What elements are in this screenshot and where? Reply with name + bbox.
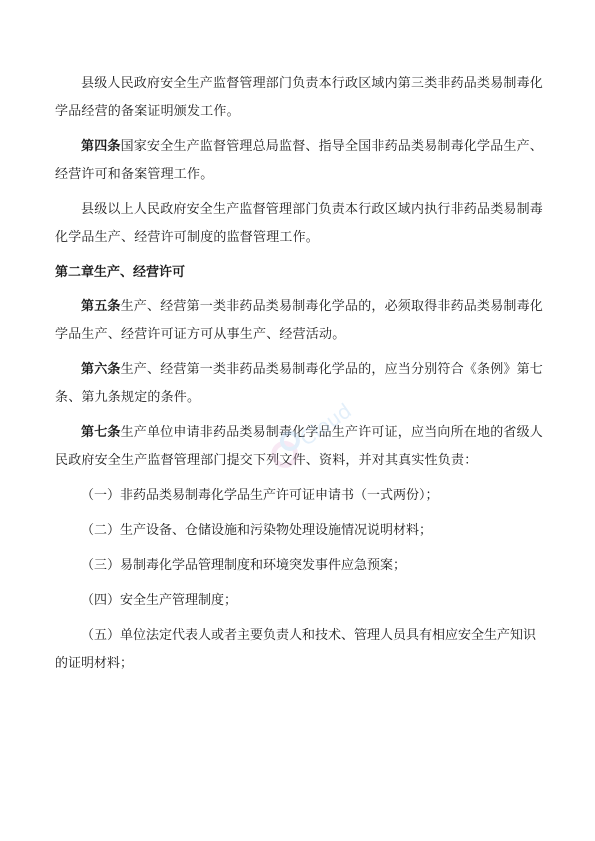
article-text: 生产、经营第一类非药品类易制毒化学品的，应当分别符合《条例》第七条、第九条规定的条件。 — [55, 362, 544, 405]
article-paragraph — [55, 356, 543, 412]
list-item: （五）单位法定代表人或者主要负责人和技术、管理人员具有相应安全生产知识的证明材料； — [55, 628, 537, 671]
article-number: 第四条 — [81, 139, 121, 154]
list-item: （一）非药品类易制毒化学品生产许可证申请书（一式两份）； — [81, 488, 439, 503]
document-body — [55, 70, 543, 685]
article-text: 生产单位申请非药品类易制毒化学品生产许可证，应当向所在地的省级人民政府安全生产监督管理部门提交下列文件、资料，并对其真实性负责： — [55, 425, 544, 468]
paragraph-text: 县级人民政府安全生产监督管理部门负责本行政区域内第三类非药品类易制毒化学品经营的备案证明颁发工作。 — [55, 76, 544, 119]
paragraph-text: 县级以上人民政府安全生产监督管理部门负责本行政区域内执行非药品类易制毒化学品生产、经营许可制度的监督管理工作。 — [55, 202, 544, 245]
article-number: 第六条 — [81, 362, 121, 377]
paragraph — [55, 70, 543, 126]
list-item: （二）生产设备、仓储设施和污染物处理设施情况说明材料； — [81, 523, 433, 538]
article-paragraph — [55, 133, 543, 189]
list-item: （四）安全生产管理制度； — [81, 593, 238, 608]
chapter-heading: 第二章生产、经营许可 — [55, 265, 186, 280]
list-item: （三）易制毒化学品管理制度和环境突发事件应急预案； — [81, 558, 407, 573]
paragraph — [55, 196, 543, 252]
article-text: 生产、经营第一类非药品类易制毒化学品的，必须取得非药品类易制毒化学品生产、经营许可证方可从事生产、经营活动。 — [55, 299, 544, 342]
watermark-text: Cloud — [295, 398, 356, 451]
article-paragraph — [55, 419, 543, 475]
article-number: 第七条 — [81, 425, 121, 440]
article-paragraph — [55, 293, 543, 349]
article-text: 国家安全生产监督管理总局监督、指导全国非药品类易制毒化学品生产、经营许可和备案管理工作。 — [55, 139, 544, 182]
article-number: 第五条 — [81, 299, 121, 314]
